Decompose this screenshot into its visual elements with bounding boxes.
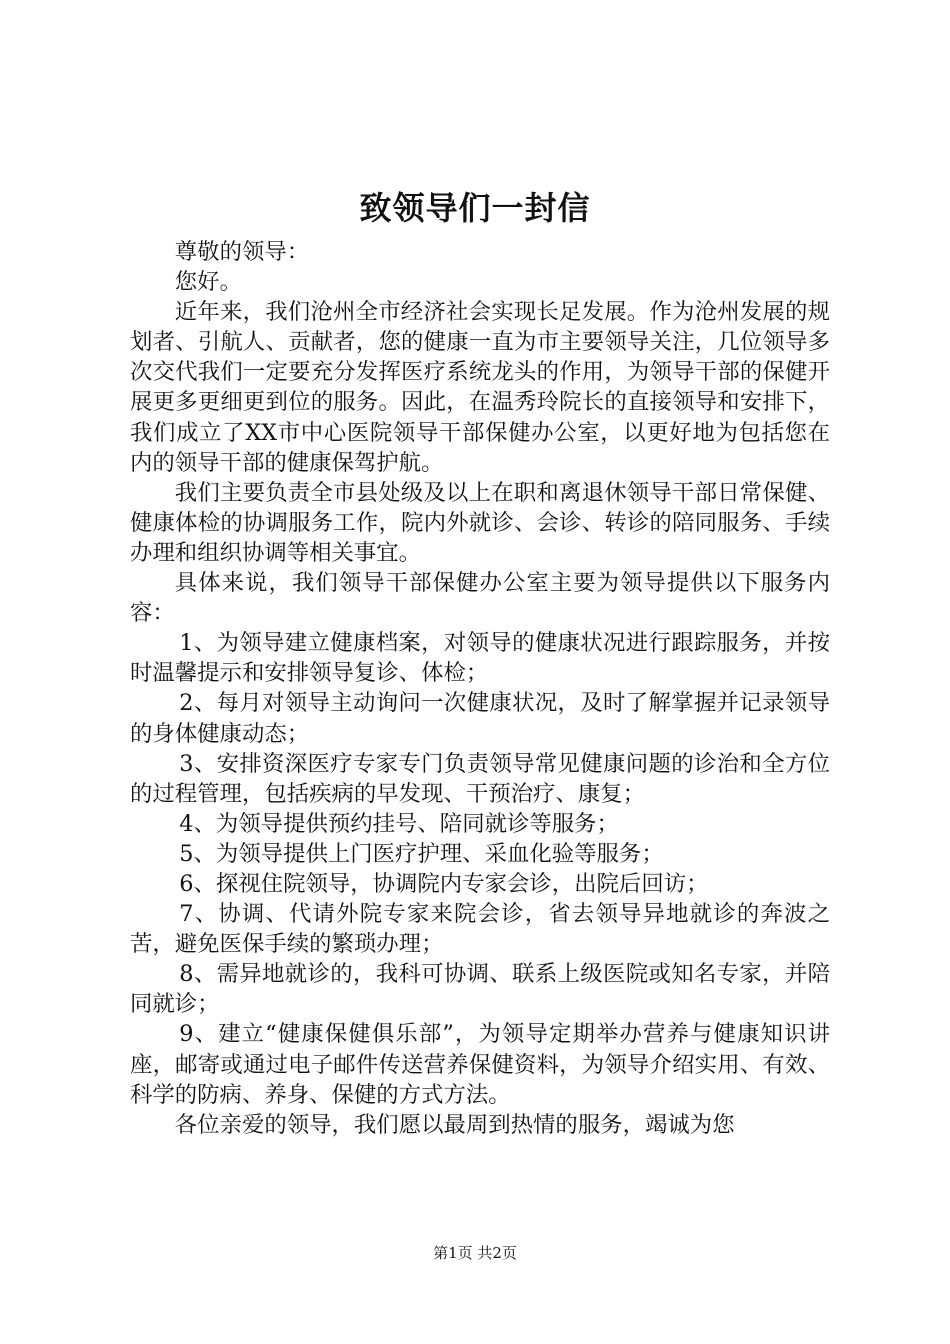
paragraph-services-lead: 具体来说，我们领导干部保健办公室主要为领导提供以下服务内容：: [130, 570, 830, 627]
service-item-6: 6、探视住院领导，协调院内专家会诊，出院后回访；: [179, 870, 709, 897]
service-item-8: 8、需异地就诊的，我科可协调、联系上级医院或知名专家，并陪同就诊；: [130, 961, 830, 1018]
paragraph-responsibilities: 我们主要负责全市县处级及以上在职和离退休领导干部日常保健、健康体检的协调服务工作，院内外就诊、会诊、转诊的陪同服务、手续办理和组织协调等相关事宜。: [130, 479, 830, 566]
greeting: 您好。: [174, 269, 242, 296]
document-title: 致领导们一封信: [359, 189, 591, 227]
service-item-7: 7、协调、代请外院专家来院会诊，省去领导异地就诊的奔波之苦，避免医保手续的繁琐办理；: [130, 901, 830, 958]
service-item-2: 2、每月对领导主动询问一次健康状况，及时了解掌握并记录领导的身体健康动态；: [130, 690, 830, 747]
service-item-1: 1、为领导建立健康档案，对领导的健康状况进行跟踪服务，并按时温馨提示和安排领导复诊、体检；: [130, 630, 830, 687]
service-item-5: 5、为领导提供上门医疗护理、采血化验等服务；: [179, 840, 664, 867]
salutation: 尊敬的领导：: [174, 239, 310, 265]
service-item-3: 3、安排资深医疗专家专门负责领导常见健康问题的诊治和全方位的过程管理，包括疾病的早发现、干预治疗、康复；: [130, 750, 830, 807]
service-item-9: 9、建立“健康保健俱乐部”，为领导定期举办营养与健康知识讲座，邮寄或通过电子邮件传送营养保健资料，为领导介绍实用、有效、科学的防病、养身、保健的方式方法。: [130, 1021, 830, 1108]
paragraph-intro: 近年来，我们沧州全市经济社会实现长足发展。作为沧州发展的规划者、引航人、贡献者，您的健康一直为市主要领导关注，几位领导多次交代我们一定要充分发挥医疗系统龙头的作用，为领导干部的保健开展更多更细更到位的服务。因此，在温秀玲院长的直接领导和安排下，我们成立了XX市中心医院领导干部保健办公室，以更好地为包括您在内的领导干部的健康保驾护航。: [130, 299, 830, 476]
service-item-4: 4、为领导提供预约挂号、陪同就诊等服务；: [179, 810, 619, 837]
page-footer: 第1页 共2页: [433, 1244, 517, 1262]
paragraph-closing: 各位亲爱的领导，我们愿以最周到热情的服务，竭诚为您: [174, 1111, 735, 1138]
letter-body: [130, 237, 830, 1140]
